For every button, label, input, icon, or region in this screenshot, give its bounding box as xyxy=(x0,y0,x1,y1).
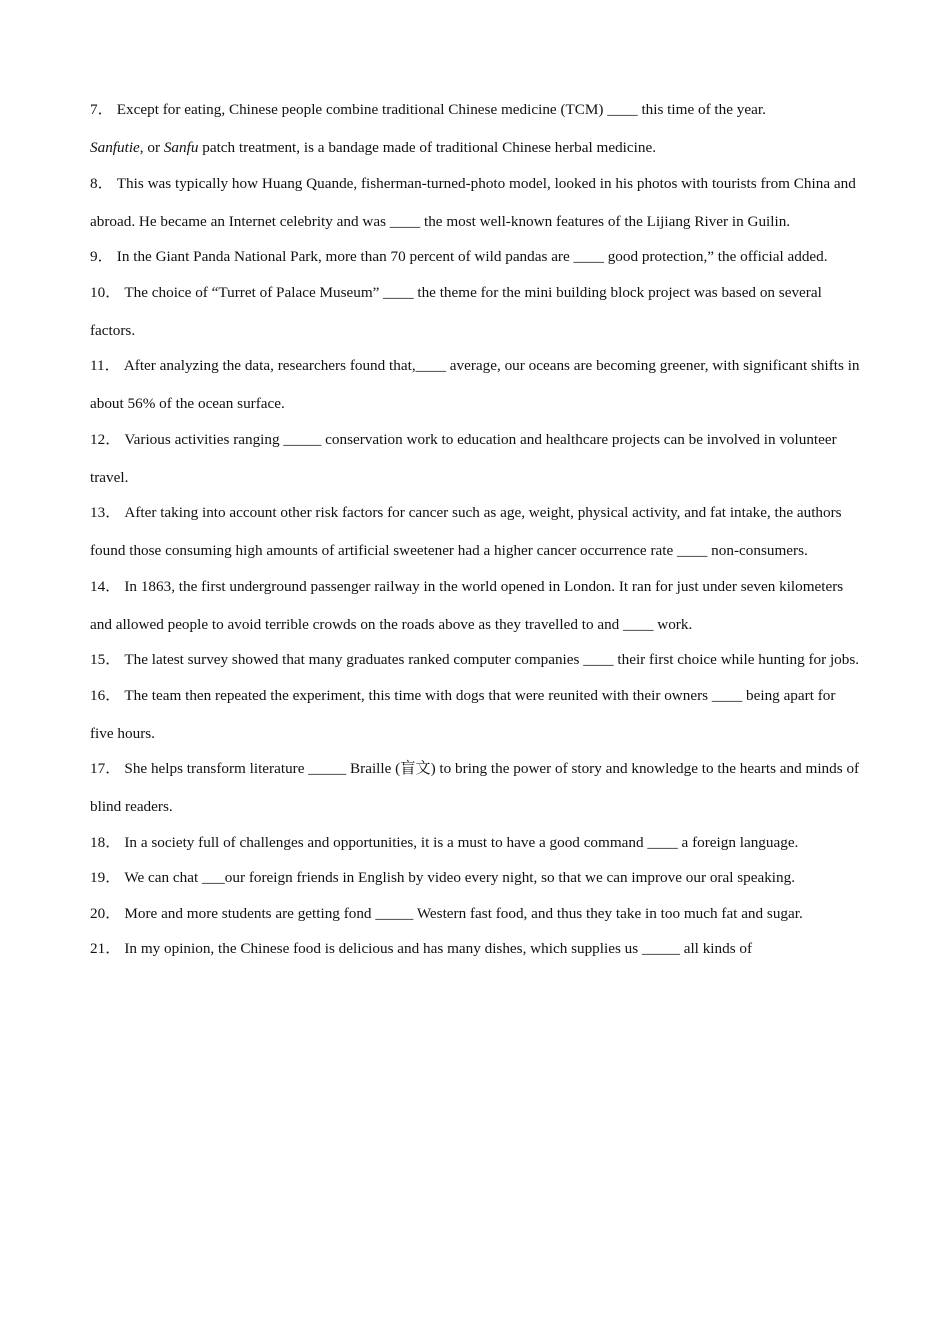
document-page xyxy=(90,91,862,966)
question-text: In a society full of challenges and opportunities, it is a must to have a good command ____ a foreign language. xyxy=(124,833,799,851)
question-number: 20． xyxy=(90,904,121,922)
question-number: 16． xyxy=(90,686,121,704)
question-12 xyxy=(90,421,862,497)
question-text: In my opinion, the Chinese food is delicious and has many dishes, which supplies us _____ all kinds of xyxy=(124,940,753,957)
question-21 xyxy=(90,930,862,968)
question-number: 9． xyxy=(90,248,113,265)
question-7 xyxy=(90,91,862,167)
question-text: She helps transform literature _____ Braille (盲文) to bring the power of story and knowledge to the hearts and minds of blind readers. xyxy=(90,760,860,815)
question-9 xyxy=(90,238,862,276)
question-text: We can chat ___our foreign friends in English by video every night, so that we can improve our oral speaking. xyxy=(124,869,796,886)
question-19 xyxy=(90,859,862,897)
question-text: The team then repeated the experiment, this time with dogs that were reunited with their owners ____ being apart for five hours. xyxy=(90,686,836,742)
question-number: 10． xyxy=(90,283,121,301)
question-number: 13． xyxy=(90,504,121,521)
question-text: More and more students are getting fond _____ Western fast food, and thus they take in too much fat and sugar. xyxy=(124,904,803,922)
question-13 xyxy=(90,494,862,570)
question-number: 18． xyxy=(90,833,121,851)
question-number: 14． xyxy=(90,577,121,595)
question-number: 11． xyxy=(90,357,120,374)
question-number: 7． xyxy=(90,101,113,118)
question-8 xyxy=(90,165,862,241)
question-11 xyxy=(90,347,862,423)
question-18 xyxy=(90,824,862,862)
question-text: In 1863, the first underground passenger railway in the world opened in London. It ran for just under seven kilometers and allowed people to avoid terrible crowds on the roads above as they travelled to and ____ work. xyxy=(90,577,844,633)
question-text: After taking into account other risk factors for cancer such as age, weight, physical activity, and fat intake, the authors found those consuming high amounts of artificial sweetener had a higher cancer occurrence rate ____ non-consumers. xyxy=(90,504,842,559)
term-sanfutie: Sanfutie xyxy=(90,139,140,156)
question-text: The latest survey showed that many graduates ranked computer companies ____ their first choice while hunting for jobs. xyxy=(124,651,860,668)
question-number: 12． xyxy=(90,430,121,448)
question-text: After analyzing the data, researchers found that,____ average, our oceans are becoming greener, with significant shifts in about 56% of the ocean surface. xyxy=(90,357,860,412)
question-16 xyxy=(90,677,862,753)
question-20 xyxy=(90,895,862,933)
question-number: 21． xyxy=(90,940,121,957)
question-10 xyxy=(90,274,862,350)
question-text: Except for eating, Chinese people combine traditional Chinese medicine (TCM) ____ this time of the year. xyxy=(116,101,766,118)
question-text: , or xyxy=(139,139,164,156)
question-number: 8． xyxy=(90,174,113,192)
question-text: This was typically how Huang Quande, fisherman-turned-photo model, looked in his photos with tourists from China and abroad. He became an Internet celebrity and was ____ the most well-known features of the Lijiang River in Guilin. xyxy=(90,174,856,230)
question-14 xyxy=(90,568,862,644)
question-number: 15． xyxy=(90,651,121,668)
question-number: 17． xyxy=(90,760,121,777)
term-sanfu: Sanfu xyxy=(163,139,199,156)
question-17 xyxy=(90,750,862,826)
question-text: The choice of “Turret of Palace Museum” ____ the theme for the mini building block project was based on several factors. xyxy=(90,283,822,339)
question-text: Various activities ranging _____ conservation work to education and healthcare projects can be involved in volunteer travel. xyxy=(90,430,837,486)
question-number: 19． xyxy=(90,869,121,886)
question-text: patch treatment, is a bandage made of traditional Chinese herbal medicine. xyxy=(198,139,656,156)
question-text: In the Giant Panda National Park, more than 70 percent of wild pandas are ____ good protection,” the official added. xyxy=(116,248,828,265)
question-15 xyxy=(90,641,862,679)
